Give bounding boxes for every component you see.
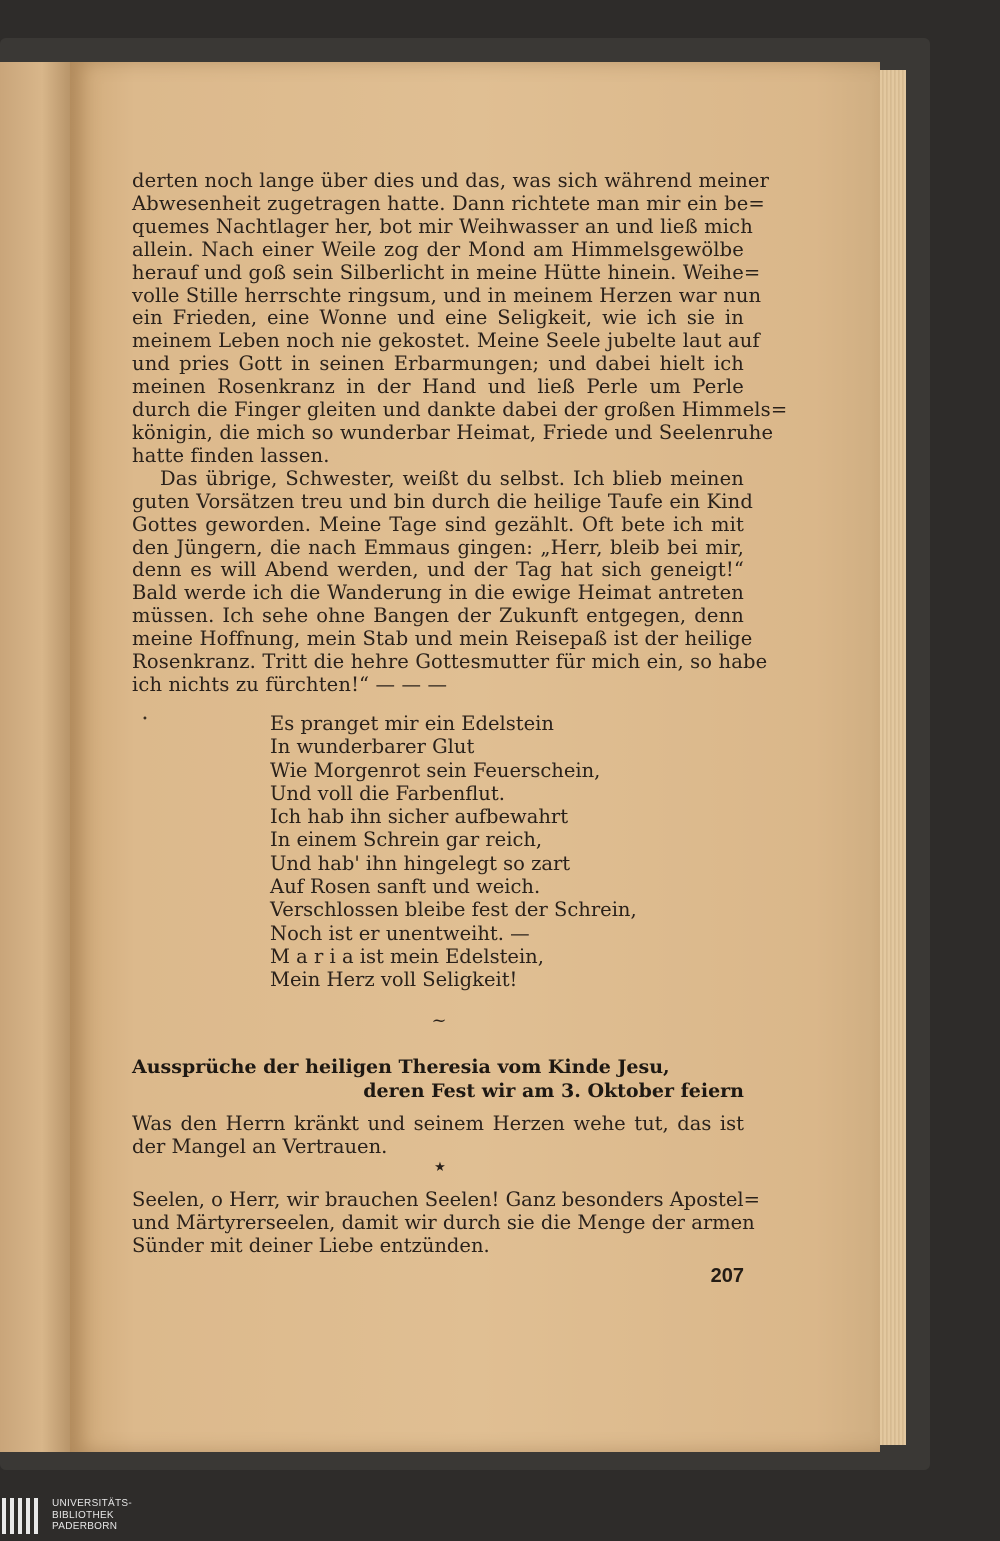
text-line: der Mangel an Vertrauen. [132, 1135, 388, 1158]
poem-line: Wie Morgenrot sein Feuerschein, [270, 758, 601, 782]
text-line: volle Stille herrschte ringsum, und in meinem Herzen war nun [132, 283, 762, 307]
text-line: meinem Leben noch nie gekostet. Meine Seele jubelte laut auf [132, 329, 760, 353]
text-line: herauf und goß sein Silberlicht in meine Hütte hinein. Weihe= [132, 260, 761, 284]
text-line: Abwesenheit zugetragen hatte. Dann richtete man mir ein be= [132, 191, 765, 215]
main-text-block [132, 169, 788, 697]
poem-line: Und voll die Farbenflut. [270, 781, 505, 805]
text-line: ich nichts zu fürchten!“ — — — [132, 672, 448, 696]
poem-line: Verschlossen bleibe fest der Schrein, [270, 898, 637, 922]
text-line: denn es will Abend werden, und der Tag hat sich geneigt!“ [132, 558, 744, 582]
library-logo [2, 1492, 202, 1538]
library-name-line: PADERBORN [52, 1521, 118, 1532]
page-number: 207 [710, 1265, 744, 1287]
poem-line: Es pranget mir ein Edelstein [270, 712, 554, 735]
text-line: und pries Gott in seinen Erbarmungen; und dabei hielt ich [132, 352, 744, 376]
paragraph-1 [132, 169, 788, 468]
star-separator-icon: ★ [434, 1160, 446, 1175]
text-line: derten noch lange über dies und das, was sich während meiner [132, 169, 770, 192]
text-line: Gottes geworden. Meine Tage sind gezählt. Oft bete ich mit [132, 512, 744, 536]
text-line: guten Vorsätzen treu und bin durch die heilige Taufe ein Kind [132, 489, 753, 513]
text-line: quemes Nachtlager her, bot mir Weihwasser an und ließ mich [132, 214, 753, 238]
poem-line: In wunderbarer Glut [270, 735, 475, 759]
stray-mark: • [142, 714, 148, 725]
quote-1 [132, 1112, 744, 1158]
poem-line: Auf Rosen sanft und weich. [270, 875, 541, 899]
text-line: hatte finden lassen. [132, 443, 330, 467]
text-line: Das übrige, Schwester, weißt du selbst. Ich blieb meinen [160, 466, 744, 490]
text-line: königin, die mich so wunderbar Heimat, Friede und Seelenruhe [132, 420, 774, 444]
paragraph-2 [132, 466, 768, 697]
text-line: ein Frieden, eine Wonne und eine Seligkeit, wie ich sie in [132, 306, 744, 330]
library-name-line: BIBLIOTHEK [52, 1509, 114, 1521]
barcode-logo-icon [2, 1498, 44, 1534]
text-line: allein. Nach einer Weile zog der Mond am Himmelsgewölbe [132, 237, 744, 261]
section-heading [132, 1055, 744, 1103]
left-page-edge [0, 62, 70, 1452]
text-line: meine Hoffnung, mein Stab und mein Reisepaß ist der heilige [132, 627, 753, 651]
heading-line-1: Aussprüche der heiligen Theresia vom Kinde Jesu, [132, 1056, 670, 1078]
poem [270, 712, 690, 992]
library-name-line: UNIVERSITÄTS- [52, 1498, 133, 1509]
text-line: Bald werde ich die Wanderung in die ewige Heimat antreten [132, 581, 744, 605]
poem-line: M a r i a ist mein Edelstein, [270, 944, 544, 968]
poem-line: Mein Herz voll Seligkeit! [270, 968, 518, 992]
poem-line: Ich hab ihn sicher aufbewahrt [270, 805, 569, 829]
poem-line: In einem Schrein gar reich, [270, 828, 543, 852]
poem-line: Noch ist er unentweiht. — [270, 921, 530, 945]
text-line: meinen Rosenkranz in der Hand und ließ Perle um Perle [132, 375, 744, 399]
poem-line: Und hab' ihn hingelegt so zart [270, 851, 571, 875]
text-line: Rosenkranz. Tritt die hehre Gottesmutter für mich ein, so habe [132, 650, 768, 674]
heading-line-2: deren Fest wir am 3. Oktober feiern [363, 1080, 744, 1102]
ornament-icon: ~ [431, 1010, 447, 1031]
text-line: den Jüngern, die nach Emmaus gingen: „Herr, bleib bei mir, [132, 535, 744, 559]
library-name [52, 1498, 132, 1533]
text-line: durch die Finger gleiten und dankte dabei der großen Himmels= [132, 398, 788, 422]
page-stack-edge [880, 70, 906, 1445]
text-line: Sünder mit deiner Liebe entzünden. [132, 1234, 490, 1257]
text-line: Was den Herrn kränkt und seinem Herzen wehe tut, das ist [132, 1112, 744, 1135]
text-line: und Märtyrerseelen, damit wir durch sie die Menge der armen [132, 1211, 755, 1234]
text-line: müssen. Ich sehe ohne Bangen der Zukunft entgegen, denn [132, 604, 744, 628]
quote-2 [132, 1188, 760, 1257]
text-line: Seelen, o Herr, wir brauchen Seelen! Ganz besonders Apostel= [132, 1188, 760, 1211]
